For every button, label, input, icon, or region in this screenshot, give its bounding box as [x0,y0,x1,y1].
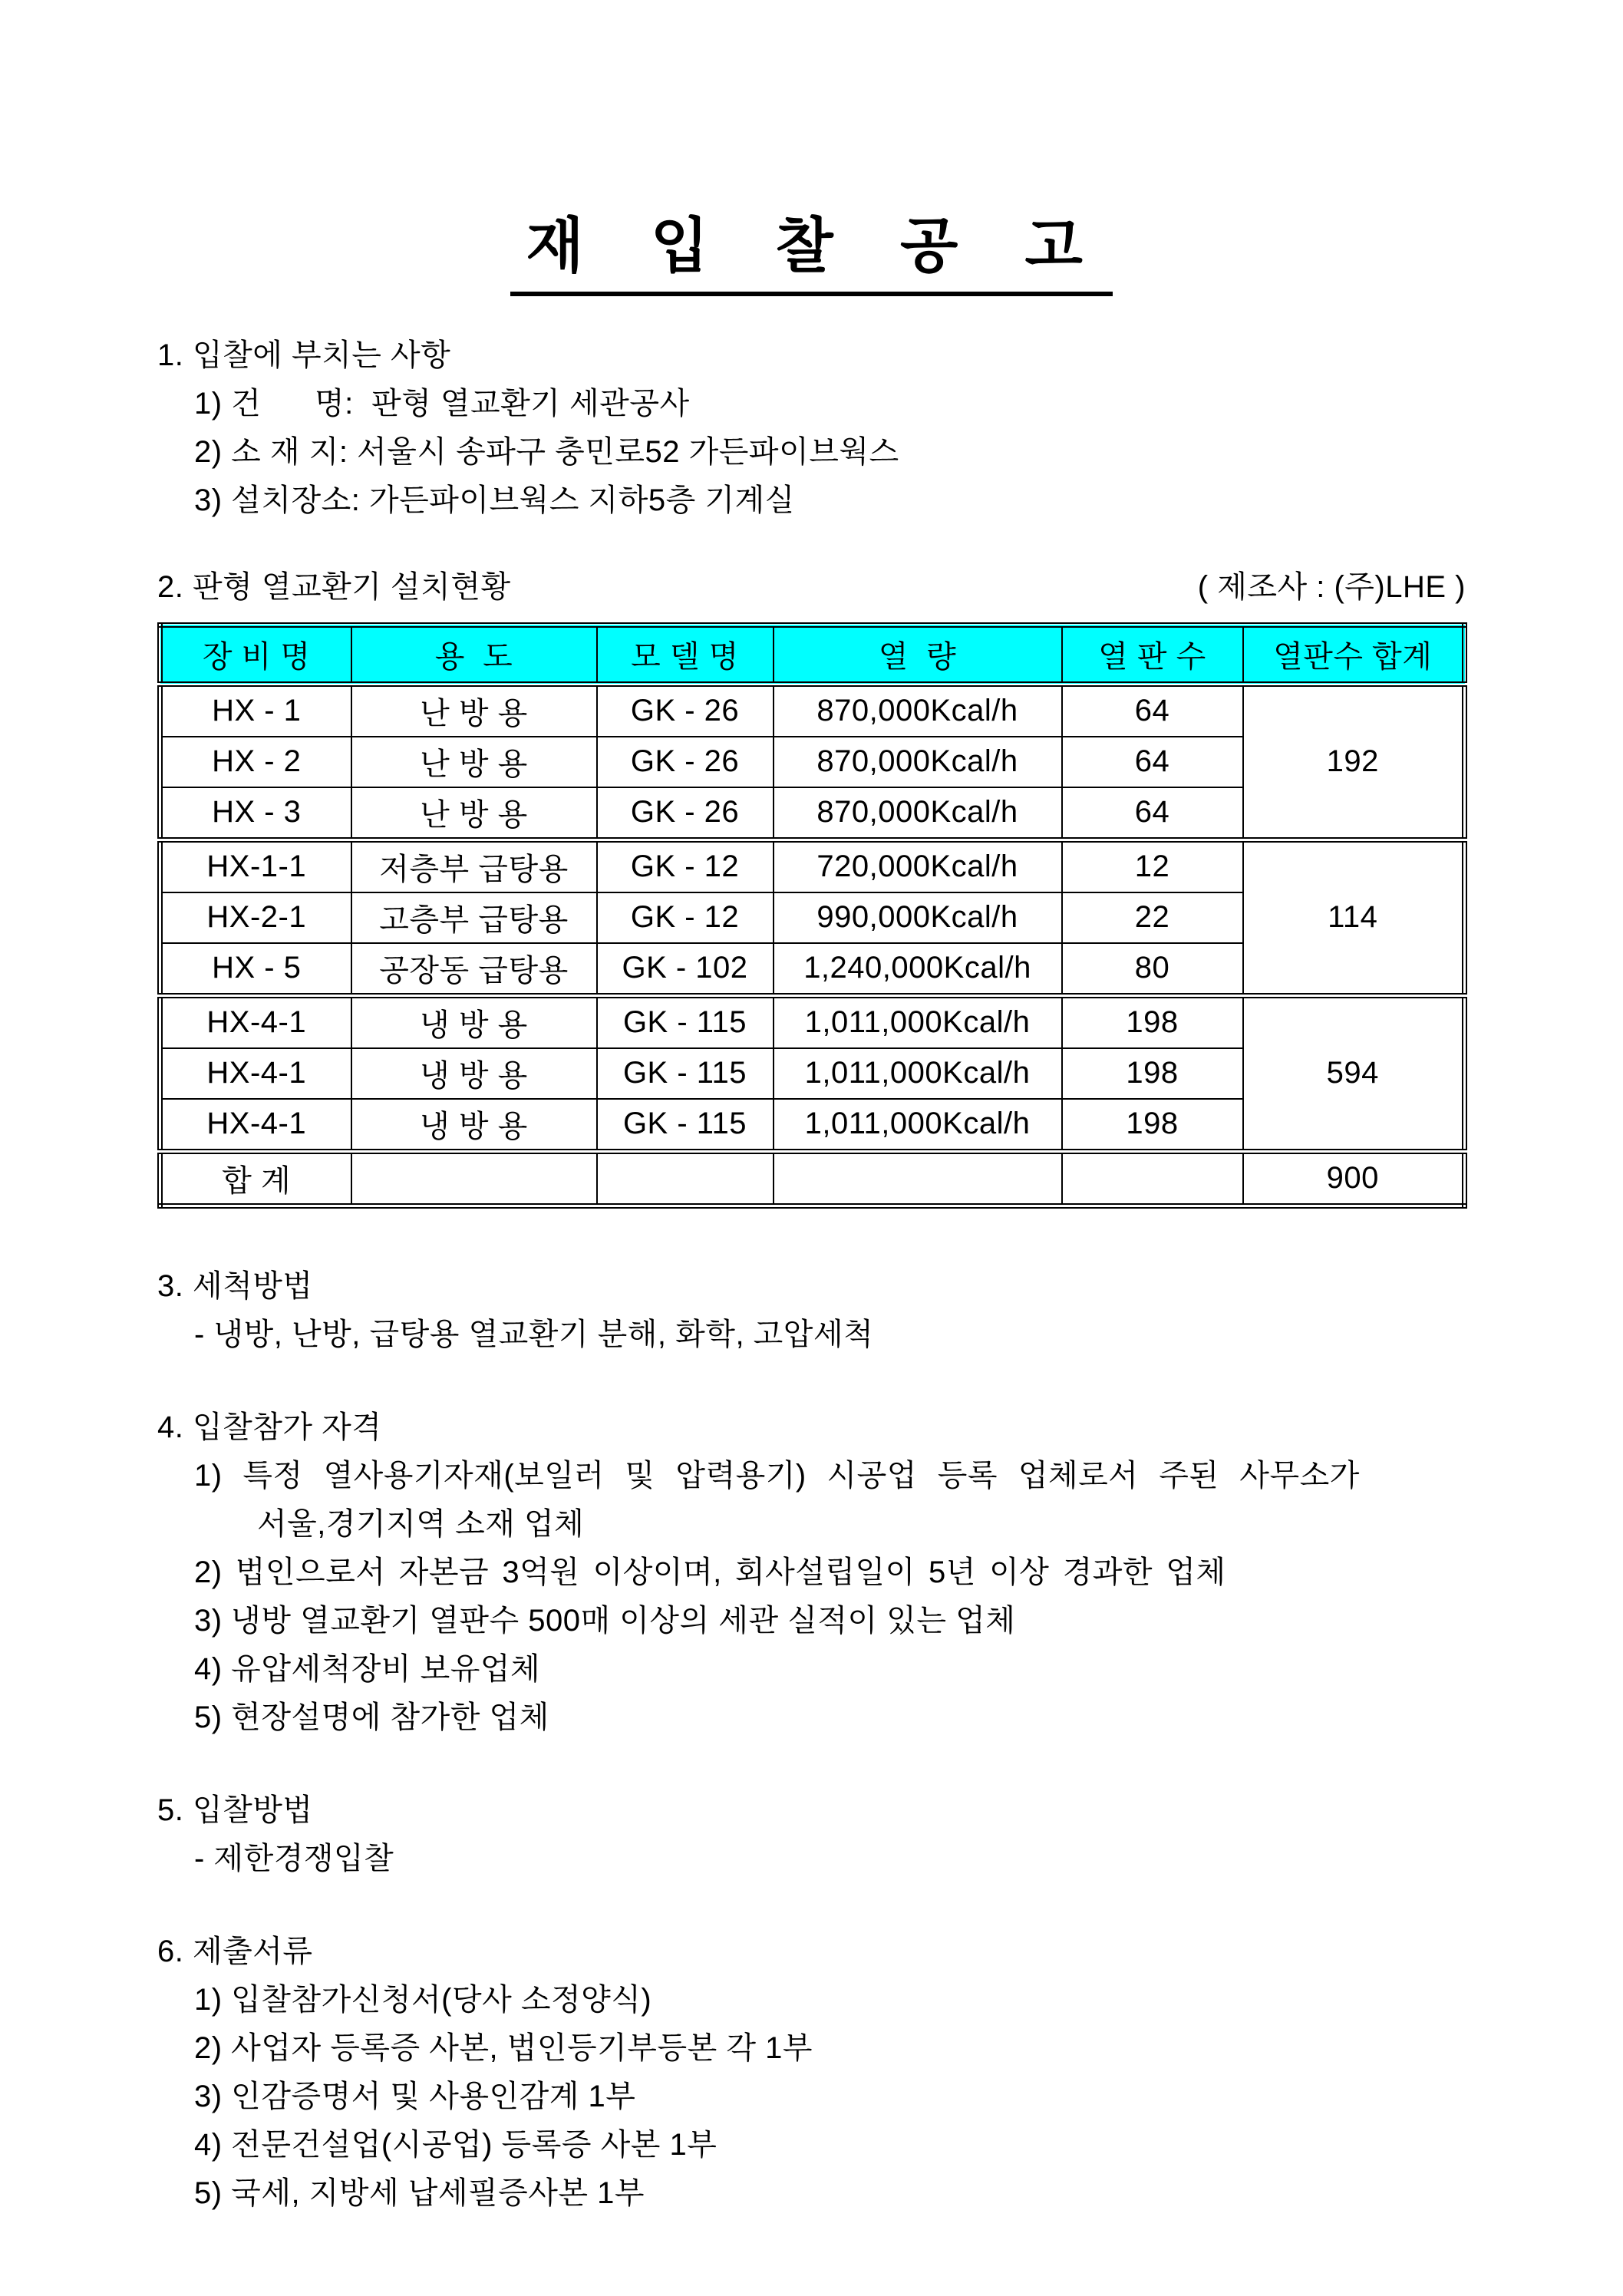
plate-count-cell: 64 [1062,684,1243,737]
section3-item-method: - 냉방, 난방, 급탕용 열교환기 분해, 화학, 고압세척 [194,1317,874,1351]
usage-cell: 냉 방 용 [351,995,597,1048]
section6-items [157,1976,1466,2218]
total-value-cell: 900 [1243,1151,1465,1206]
section4-items [157,1452,1466,1742]
column-header-cell: 용 도 [351,625,597,684]
model-cell: GK - 115 [597,1099,774,1152]
usage-cell: 저층부 급탕용 [351,840,597,892]
model-cell: GK - 115 [597,995,774,1048]
model-cell: GK - 12 [597,892,774,943]
empty-cell [351,1151,597,1206]
capacity-cell: 1,011,000Kcal/h [774,1048,1062,1099]
capacity-cell: 870,000Kcal/h [774,787,1062,840]
document-title: 재 입 찰 공 고 [510,213,1112,296]
model-cell: GK - 26 [597,684,774,737]
title-block [157,213,1466,296]
section4-item-4: 4) 유압세척장비 보유업체 [194,1651,541,1686]
section6-heading: 6. 제출서류 [157,1934,313,1968]
table-total-row [160,1151,1465,1206]
section5-heading: 5. 입찰방법 [157,1793,313,1827]
section4-item-5: 5) 현장설명에 참가한 업체 [194,1700,549,1734]
usage-cell: 난 방 용 [351,787,597,840]
plate-count-cell: 198 [1062,1048,1243,1099]
equipment-cell: HX - 5 [160,943,351,996]
section1-items [157,380,1466,525]
empty-cell [597,1151,774,1206]
section6-item-5: 5) 국세, 지방세 납세필증사본 1부 [194,2176,645,2210]
equipment-cell: HX - 3 [160,787,351,840]
model-cell: GK - 26 [597,787,774,840]
equipment-cell: HX-4-1 [160,1099,351,1152]
table-header-row [160,625,1465,684]
manufacturer-note: ( 제조사 : (주)LHE ) [1197,569,1466,604]
section-2-heading-row [157,563,1466,612]
capacity-cell: 870,000Kcal/h [774,737,1062,787]
equipment-cell: HX-4-1 [160,995,351,1048]
table-row [160,995,1465,1048]
usage-cell: 난 방 용 [351,684,597,737]
section-6 [157,1928,1466,2218]
section4-item-3: 3) 냉방 열교환기 열판수 500매 이상의 세관 실적이 있는 업체 [194,1603,1016,1638]
column-header-cell: 열판수 합계 [1243,625,1465,684]
empty-cell [774,1151,1062,1206]
section-5 [157,1786,1466,1883]
section1-item-location: 2) 소 재 지: 서울시 송파구 충민로52 가든파이브웍스 [194,434,899,469]
subtotal-cell: 594 [1243,995,1465,1151]
section4-item-1-continued: 서울,경기지역 소재 업체 [257,1506,585,1541]
section3-heading: 3. 세척방법 [157,1268,313,1303]
subtotal-cell: 192 [1243,684,1465,840]
section4-item-1: 1) 특정 열사용기자재(보일러 및 압력용기) 시공업 등록 업체로서 주된 사무소가 [194,1458,1360,1493]
section6-item-2: 2) 사업자 등록증 사본, 법인등기부등본 각 1부 [194,2030,813,2065]
capacity-cell: 720,000Kcal/h [774,840,1062,892]
section2-heading: 2. 판형 열교환기 설치현황 [157,569,511,604]
section3-items [157,1311,1466,1359]
section6-item-3: 3) 인감증명서 및 사용인감계 1부 [194,2079,636,2113]
equipment-cell: HX-1-1 [160,840,351,892]
capacity-cell: 990,000Kcal/h [774,892,1062,943]
section6-item-1: 1) 입찰참가신청서(당사 소정양식) [194,1982,652,2017]
model-cell: GK - 102 [597,943,774,996]
plate-count-cell: 198 [1062,995,1243,1048]
column-header-cell: 열 판 수 [1062,625,1243,684]
model-cell: GK - 26 [597,737,774,787]
empty-cell [1062,1151,1243,1206]
capacity-cell: 1,011,000Kcal/h [774,995,1062,1048]
subtotal-cell: 114 [1243,840,1465,995]
plate-count-cell: 198 [1062,1099,1243,1152]
section5-item-method: - 제한경쟁입찰 [194,1841,394,1875]
equipment-cell: HX-2-1 [160,892,351,943]
model-cell: GK - 115 [597,1048,774,1099]
plate-count-cell: 22 [1062,892,1243,943]
section5-items [157,1835,1466,1883]
capacity-cell: 1,240,000Kcal/h [774,943,1062,996]
table-row [160,684,1465,737]
plate-count-cell: 64 [1062,737,1243,787]
column-header-cell: 열 량 [774,625,1062,684]
plate-count-cell: 80 [1062,943,1243,996]
section-4 [157,1404,1466,1742]
section6-item-4: 4) 전문건설업(시공업) 등록증 사본 1부 [194,2127,717,2162]
usage-cell: 고층부 급탕용 [351,892,597,943]
usage-cell: 공장동 급탕용 [351,943,597,996]
section4-heading: 4. 입찰참가 자격 [157,1410,382,1444]
capacity-cell: 870,000Kcal/h [774,684,1062,737]
section1-heading: 1. 입찰에 부치는 사항 [157,338,451,372]
section1-item-project-name: 1) 건 명: 판형 열교환기 세관공사 [194,386,690,421]
equipment-cell: HX-4-1 [160,1048,351,1099]
equipment-cell: HX - 1 [160,684,351,737]
capacity-cell: 1,011,000Kcal/h [774,1099,1062,1152]
table-row [160,840,1465,892]
usage-cell: 냉 방 용 [351,1099,597,1152]
column-header-cell: 모 델 명 [597,625,774,684]
usage-cell: 난 방 용 [351,737,597,787]
section1-item-install-place: 3) 설치장소: 가든파이브웍스 지하5층 기계실 [194,483,795,517]
model-cell: GK - 12 [597,840,774,892]
equipment-status-table [157,622,1467,1209]
section-3 [157,1262,1466,1359]
column-header-cell: 장 비 명 [160,625,351,684]
equipment-cell: HX - 2 [160,737,351,787]
total-label-cell: 합 계 [160,1151,351,1206]
plate-count-cell: 12 [1062,840,1243,892]
section-1 [157,332,1466,525]
section4-item-2: 2) 법인으로서 자본금 3억원 이상이며, 회사설립일이 5년 이상 경과한 업체 [194,1555,1226,1589]
plate-count-cell: 64 [1062,787,1243,840]
usage-cell: 냉 방 용 [351,1048,597,1099]
